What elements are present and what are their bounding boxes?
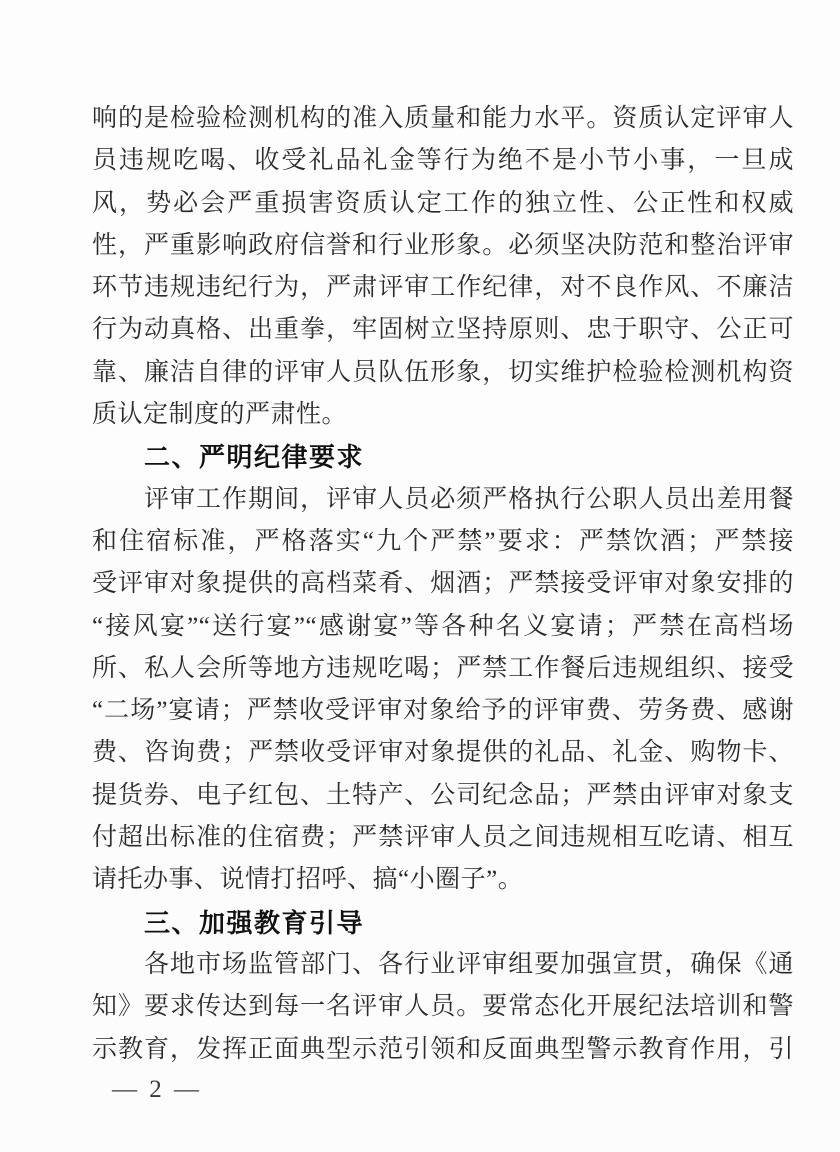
section-heading-3: 三、加强教育引导 xyxy=(144,907,365,938)
body-line: 费、咨询费；严禁收受评审对象提供的礼品、礼金、购物卡、 xyxy=(92,739,794,767)
body-line: 评审工作期间，评审人员必须严格执行公职人员出差用餐 xyxy=(144,485,794,513)
body-line: 性，严重影响政府信誉和行业形象。必须坚决防范和整治评审 xyxy=(92,231,794,259)
body-line: 响的是检验检测机构的准入质量和能力水平。资质认定评审人 xyxy=(92,105,794,132)
body-line: 受评审对象提供的高档菜肴、烟酒；严禁接受评审对象安排的 xyxy=(92,570,794,598)
body-line: 各地市场监管部门、各行业评审组要加强宣贯，确保《通 xyxy=(144,950,794,978)
document-body xyxy=(92,98,794,1071)
body-line: 靠、廉洁自律的评审人员队伍形象，切实维护检验检测机构资 xyxy=(92,358,794,386)
section-heading-2: 二、严明纪律要求 xyxy=(144,442,365,473)
body-line: 员违规吃喝、收受礼品礼金等行为绝不是小节小事，一旦成 xyxy=(92,147,794,175)
body-line: 所、私人会所等地方违规吃喝；严禁工作餐后违规组织、接受 xyxy=(92,654,794,682)
body-line: 示教育，发挥正面典型示范引领和反面典型警示教育作用，引 xyxy=(92,1035,794,1063)
body-line: “接风宴”“送行宴”“感谢宴”等各种名义宴请；严禁在高档场 xyxy=(92,612,794,640)
body-line: 付超出标准的住宿费；严禁评审人员之间违规相互吃请、相互 xyxy=(92,824,794,852)
body-line: 和住宿标准，严格落实“九个严禁”要求：严禁饮酒；严禁接 xyxy=(92,527,794,555)
body-line: “二场”宴请；严禁收受评审对象给予的评审费、劳务费、感谢 xyxy=(92,697,794,725)
body-line: 请托办事、说情打招呼、搞“小圈子”。 xyxy=(92,866,524,894)
page-number: — 2 — xyxy=(112,1076,202,1103)
body-line: 环节违规违纪行为，严肃评审工作纪律，对不良作风、不廉洁 xyxy=(92,274,794,302)
body-line: 提货券、电子红包、土特产、公司纪念品；严禁由评审对象支 xyxy=(92,781,794,809)
body-line: 行为动真格、出重拳，牢固树立坚持原则、忠于职守、公正可 xyxy=(92,316,794,344)
body-line: 质认定制度的严肃性。 xyxy=(92,401,348,429)
body-line: 风，势必会严重损害资质认定工作的独立性、公正性和权威 xyxy=(92,189,794,217)
body-line: 知》要求传达到每一名评审人员。要常态化开展纪法培训和警 xyxy=(92,993,794,1021)
